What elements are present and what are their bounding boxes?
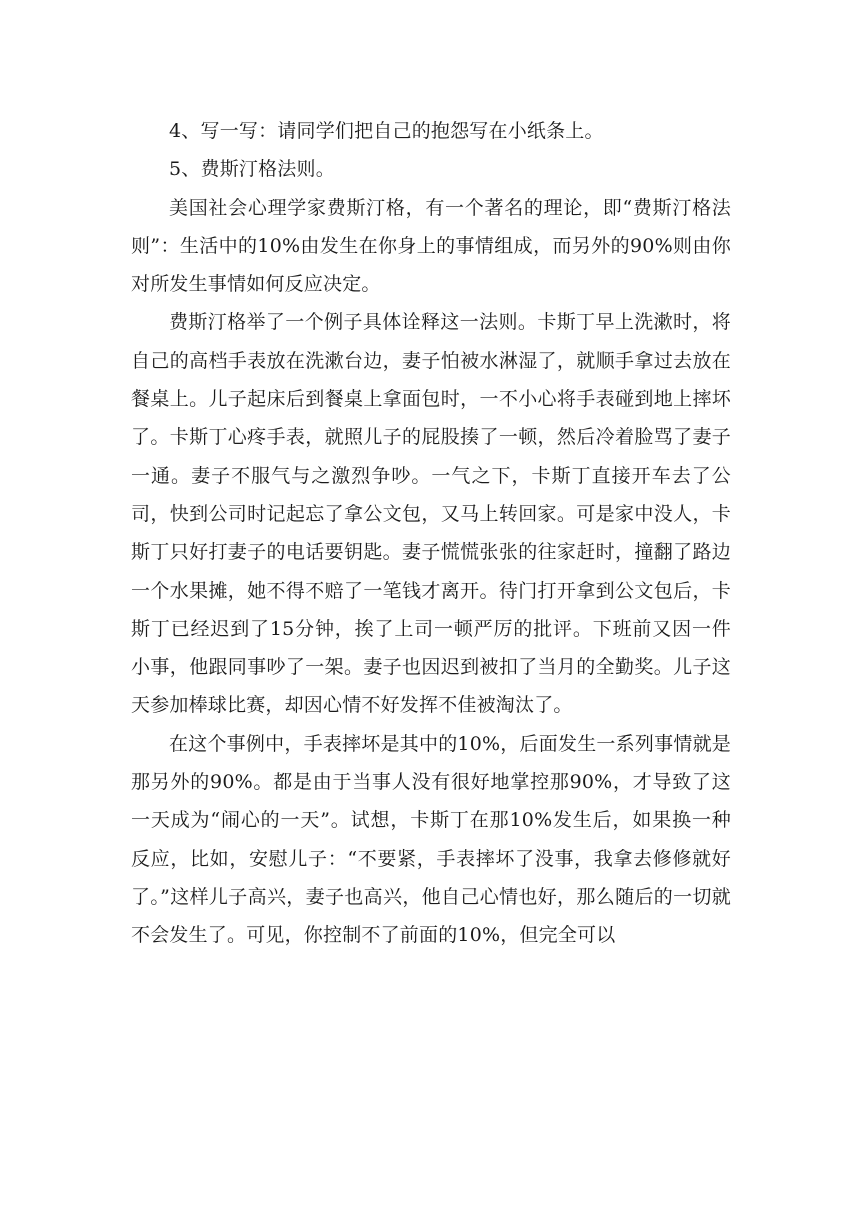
paragraph-festinger-rule: 美国社会心理学家费斯汀格，有一个著名的理论，即“费斯汀格法则”：生活中的10%由发生在你身上的事情组成，而另外的90%则由你对所发生事情如何反应决定。 [131,196,731,296]
paragraph-example-story: 费斯汀格举了一个例子具体诠释这一法则。卡斯丁早上洗漱时，将自己的高档手表放在洗漱台边，妻子怕被水淋湿了，就顺手拿过去放在餐桌上。儿子起床后到餐桌上拿面包时，一不小心将手表碰到地上摔坏了。卡斯丁心疼手表，就照儿子的屁股揍了一顿，然后冷着脸骂了妻子一通。妻子不服气与之激烈争吵。一气之下，卡斯丁直接开车去了公司，快到公司时记起忘了拿公文包，又马上转回家。可是家中没人，卡斯丁只好打妻子的电话要钥匙。妻子慌慌张张的往家赶时，撞翻了路边一个水果摊，她不得不赔了一笔钱才离开。待门打开拿到公文包后，卡斯丁已经迟到了15分钟，挨了上司一顿严厉的批评。下班前又因一件小事，他跟同事吵了一架。妻子也因迟到被扣了当月的全勤奖。儿子这天参加棒球比赛，却因心情不好发挥不佳被淘汰了。 [131,311,731,717]
paragraph-step-4: 4、写一写：请同学们把自己的抱怨写在小纸条上。 [169,120,604,142]
paragraph-analysis: 在这个事例中，手表摔坏是其中的10%，后面发生一系列事情就是那另外的90%。都是由于当事人没有很好地掌控那90%，才导致了这一天成为“闹心的一天”。试想，卡斯丁在那10%发生后，如果换一种反应，比如，安慰儿子：“不要紧，手表摔坏了没事，我拿去修修就好了。”这样儿子高兴，妻子也高兴，他自己心情也好，那么随后的一切就不会发生了。可见，你控制不了前面的10%，但完全可以 [131,732,731,947]
paragraph-step-5: 5、费斯汀格法则。 [169,158,335,181]
document-body [131,112,731,955]
